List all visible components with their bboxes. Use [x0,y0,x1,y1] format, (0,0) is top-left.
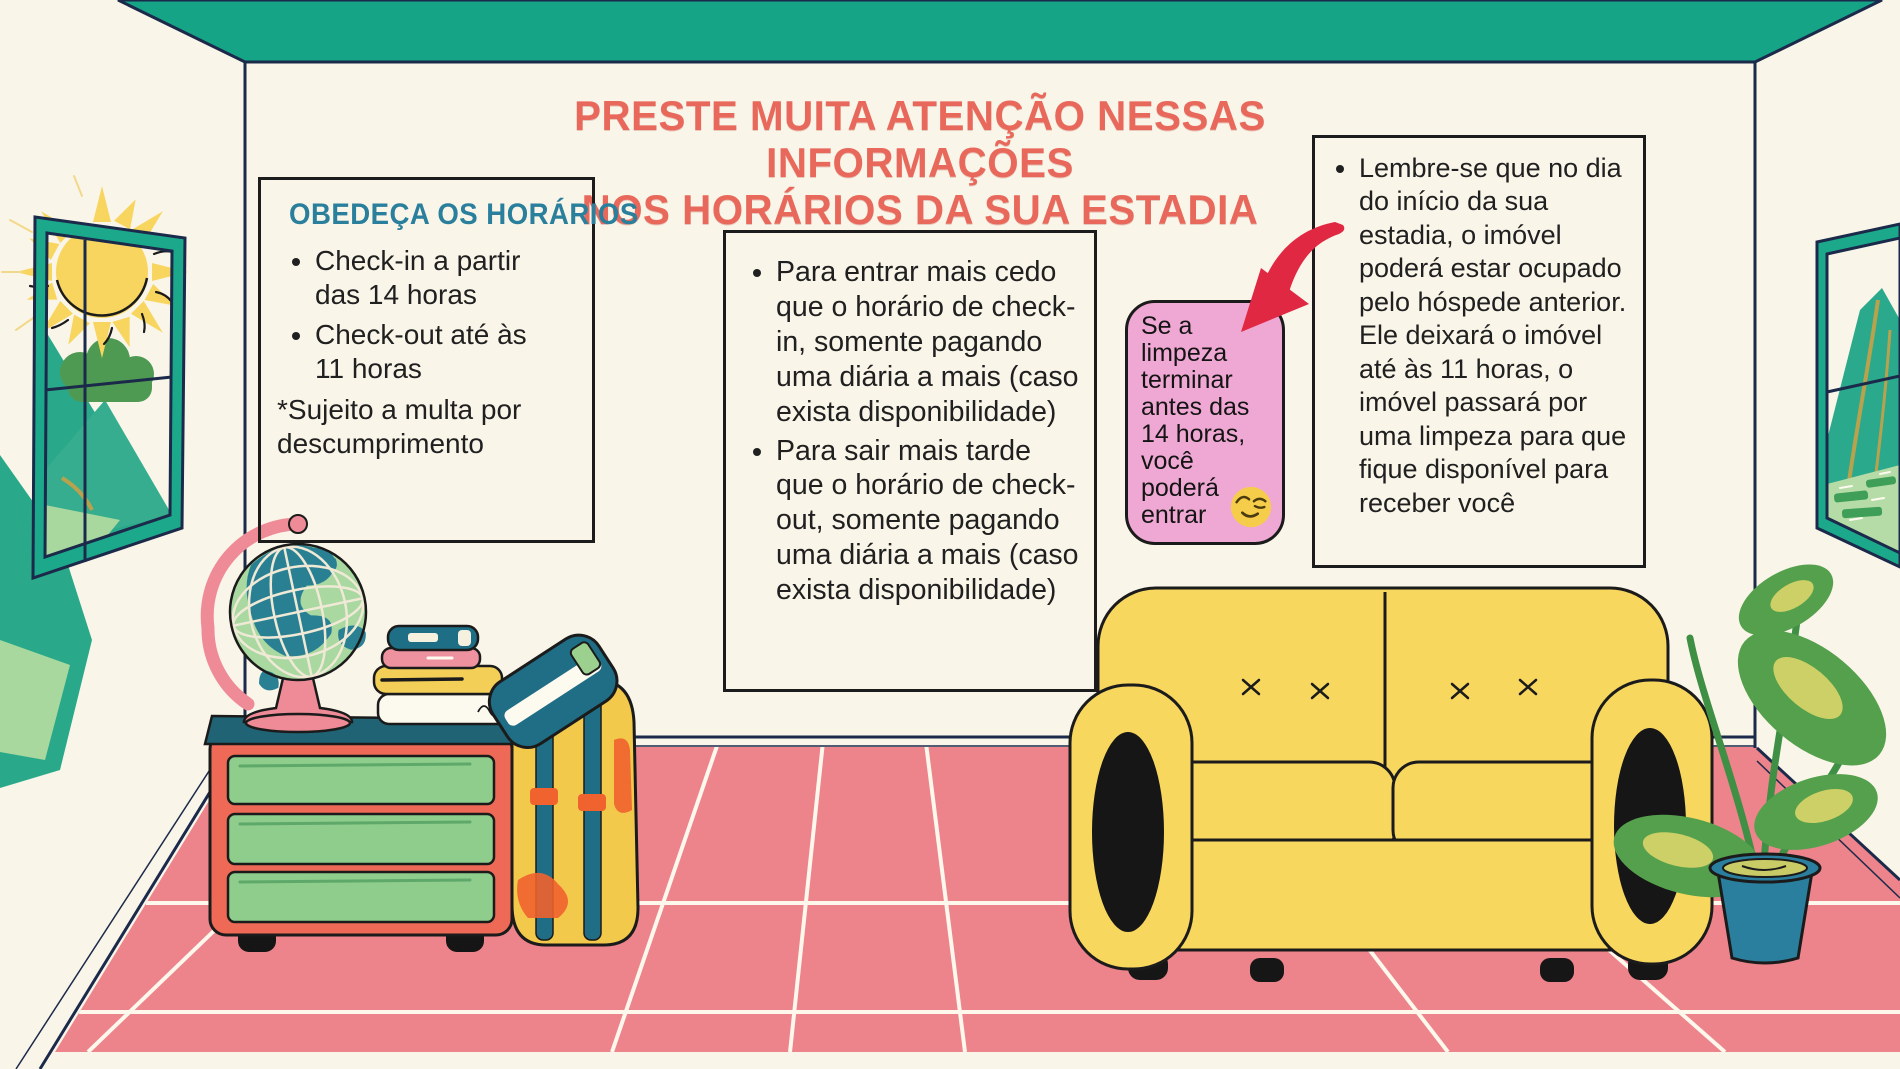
wink-emoji-icon [1228,484,1274,530]
early-late-list [736,255,1082,608]
schedule-rules-heading: OBEDEÇA OS HORÁRIOS [289,198,639,231]
right-window [1817,224,1900,567]
schedule-rules-box [258,177,639,543]
sofa [1070,588,1712,982]
penalty-footnote: *Sujeito a multa por descumprimento [277,393,522,459]
ceiling [118,0,1882,62]
early-late-info-box [723,230,1097,692]
left-window [0,176,188,788]
red-arrow-icon [1205,192,1375,352]
schedule-rules-list [277,244,578,387]
list-item: • Check-out até às 11 horas [315,318,552,386]
bubble-text: Se a limpeza terminar antes das 14 horas, você poderá entrar [1141,312,1250,529]
list-item: • Para entrar mais cedo que o horário de check-in, somente pagando uma diária a mais (caso exista disponibilidade) [776,255,1082,430]
list-item: • Para sair mais tarde que o horário de check-out, somente pagando uma diária a mais (caso exista disponibilidade) [776,434,1082,609]
globe-icon [207,515,379,732]
title-line2: NOS HORÁRIOS DA SUA ESTADIA [581,186,1259,234]
list-item: • Lembre-se que no dia do início da sua estadia, o imóvel poderá estar ocupado pelo hóspede anterior. Ele deixará o imóvel até às 11 horas, o imóvel passará por uma limpeza para que fique disponível para receber você [1359,152,1635,520]
list-item: • Check-in a partir das 14 horas [315,244,552,312]
title-line1: PRESTE MUITA ATENÇÃO NESSAS INFORMAÇÕES [574,92,1266,187]
